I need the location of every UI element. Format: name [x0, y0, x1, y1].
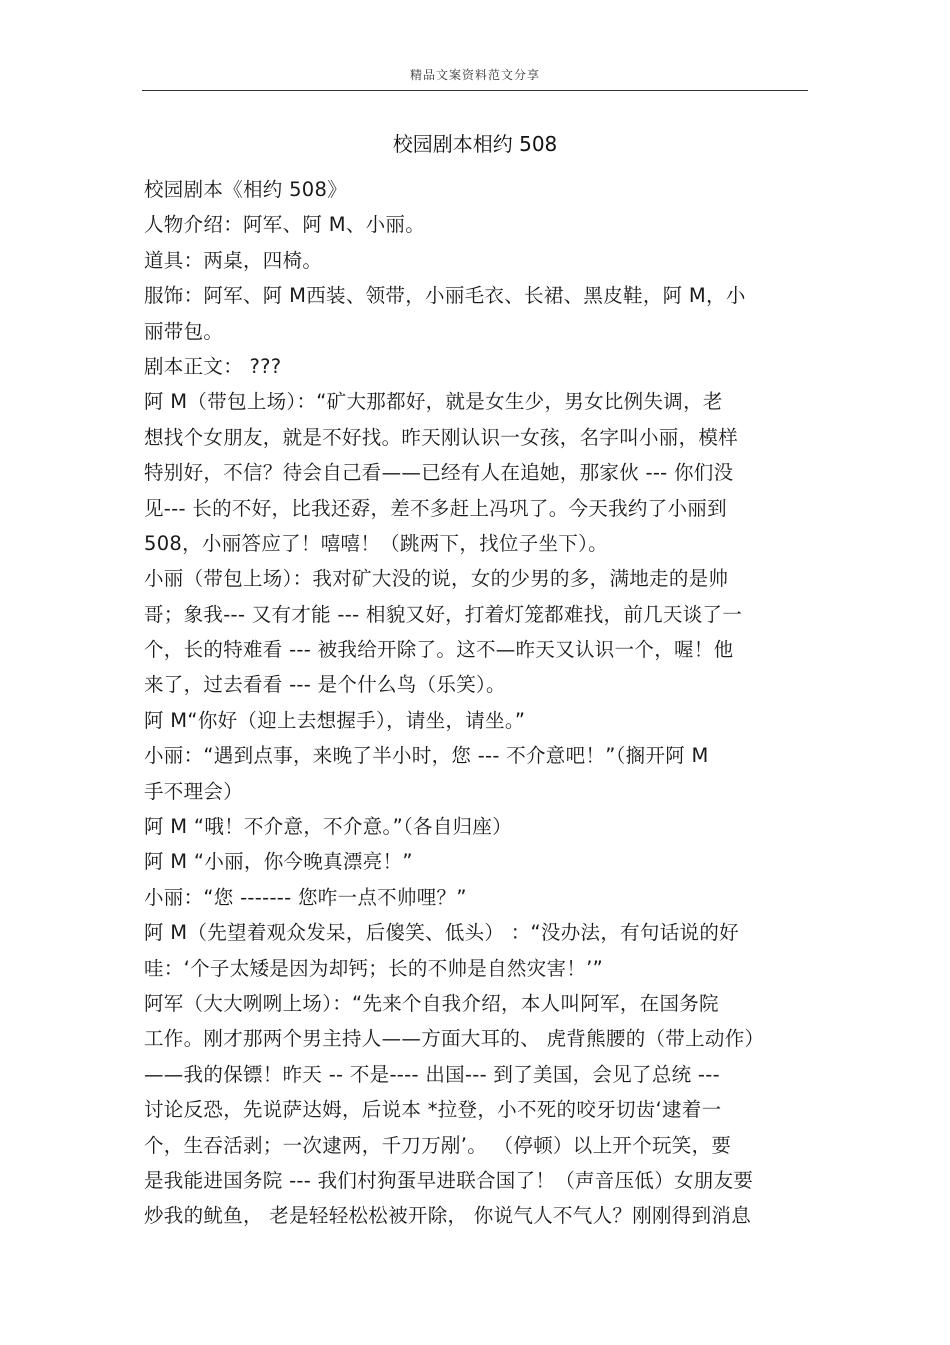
text-line: 哥；象我--- 又有才能 --- 相貌又好，打着灯笼都难找，前几天谈了一	[144, 602, 743, 626]
text-line: 丽带包。	[144, 319, 224, 343]
text-line: 讨论反恐，先说萨达姆，后说本 *拉登，小不死的咬牙切齿‘逮着一	[144, 1098, 722, 1122]
text-line: 哇：‘个子太矮是因为却钙；长的不帅是自然灾害！’”	[144, 956, 603, 980]
header-divider	[142, 90, 808, 91]
text-line: 个，生吞活剥；一次逮两，千刀万剐’。 （停顿）以上开个玩笑，要	[144, 1133, 732, 1157]
text-line: 道具：两桌，四椅。	[144, 248, 323, 272]
text-line: 来了，过去看看 --- 是个什么鸟（乐笑）。	[144, 673, 506, 697]
text-line: 炒我的鱿鱼， 老是轻轻松松被开除， 你说气人不气人？刚刚得到消息	[144, 1204, 751, 1228]
document-body	[144, 172, 810, 1234]
text-line: 阿 M（先望着观众发呆，后傻笑、低头） ：“没办法，有句话说的好	[144, 921, 739, 945]
document-title: 校园剧本相约 508	[392, 132, 558, 156]
text-line: 阿军（大大咧咧上场）：“先来个自我介绍，本人叫阿军，在国务院	[144, 991, 719, 1015]
text-line: 剧本正文： ???	[144, 354, 282, 378]
text-line: 阿 M “哦！不介意，不介意。”（各自归座）	[144, 815, 513, 839]
text-line: 是我能进国务院 --- 我们村狗蛋早进联合国了！（声音压低）女朋友要	[144, 1168, 754, 1192]
text-line: 小丽（带包上场）：我对矿大没的说，女的少男的多，满地走的是帅	[144, 567, 729, 591]
text-line: 个，长的特难看 --- 被我给开除了。这不—昨天又认识一个，喔！他	[144, 638, 734, 662]
text-line: 想找个女朋友，就是不好找。昨天刚认识一女孩，名字叫小丽，模样	[144, 425, 739, 449]
text-line: 508，小丽答应了！嘻嘻！（跳两下，找位子坐下）。	[144, 531, 608, 555]
text-line: 小丽：“您 ------- 您咋一点不帅哩？”	[144, 885, 467, 909]
text-line: 工作。刚才那两个男主持人——方面大耳的、 虎背熊腰的（带上动作）	[144, 1027, 765, 1051]
text-line: 见--- 长的不好，比我还孬，差不多赶上冯巩了。今天我约了小丽到	[144, 496, 727, 520]
text-line: 阿 M（带包上场）：“矿大那都好，就是女生少，男女比例失调，老	[144, 390, 723, 414]
text-line: 阿 M“你好（迎上去想握手），请坐，请坐。”	[144, 708, 526, 732]
text-line: 阿 M “小丽，你今晚真漂亮！”	[144, 850, 413, 874]
text-line: ——我的保镖！昨天 -- 不是---- 出国--- 到了美国，会见了总统 ---	[144, 1062, 720, 1086]
text-line: 手不理会）	[144, 779, 244, 803]
text-line: 特别好，不信？待会自己看——已经有人在追她，那家伙 --- 你们没	[144, 461, 734, 485]
text-line: 人物介绍：阿军、阿 M、小丽。	[144, 213, 426, 237]
text-line: 服饰：阿军、阿 M西装、领带，小丽毛衣、长裙、黑皮鞋，阿 M，小	[144, 284, 746, 308]
text-line: 校园剧本《相约 508》	[144, 178, 348, 201]
text-line: 小丽：“遇到点事，来晚了半小时，您 --- 不介意吧！”（搁开阿 M	[144, 744, 709, 768]
page-header: 精品文案资料范文分享	[409, 68, 540, 82]
